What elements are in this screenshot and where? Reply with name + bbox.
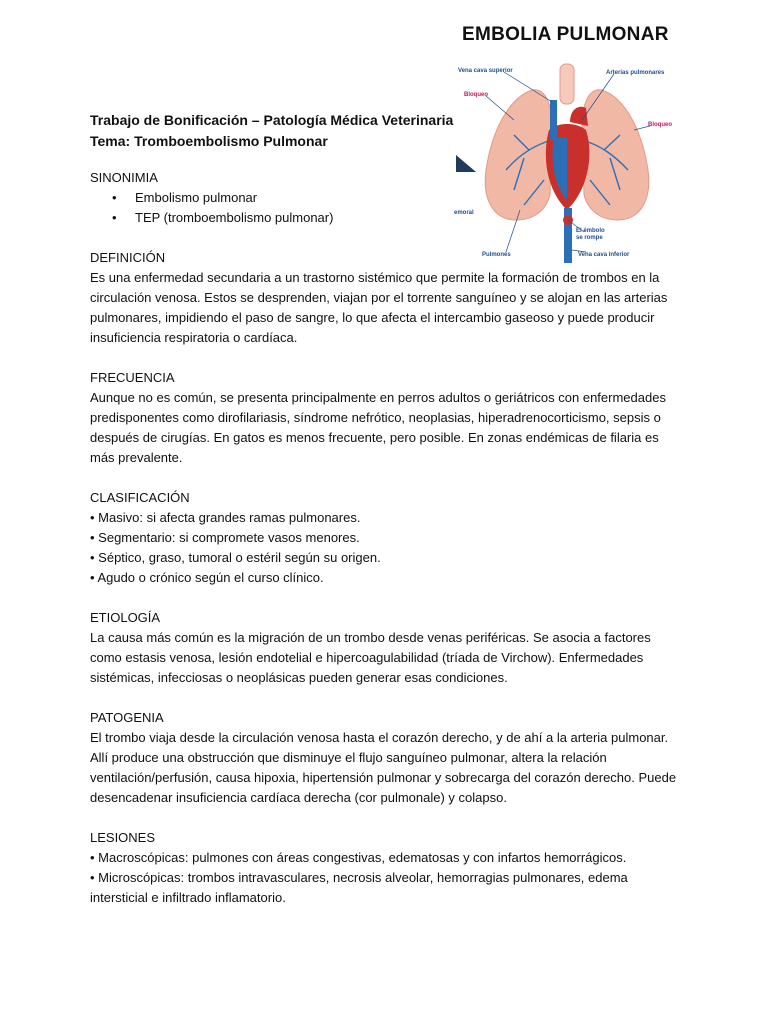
section-text: Aunque no es común, se presenta principalmente en perros adultos o geriátricos con enfermedades predisponentes como dirofilariasis, síndrome nefrótico, neoplasias, hiperadrenocorticismo, sepsis o después de cirugías. En gatos es menos frecuente, pero posible. En zonas endémicas de filaria es más prevalente. [90,390,666,465]
list-item: • TEP (tromboembolismo pulmonar) [90,208,680,228]
section-definicion [90,248,680,348]
illustration-title: EMBOLIA PULMONAR [462,24,669,45]
section-clasificacion [90,488,680,588]
section-heading: LESIONES [90,830,156,845]
label-arterias-pulmonares: Arterias pulmonares [606,70,665,76]
label-bloqueo-right: Bloqueo [648,122,672,128]
label-embolo-2: se rompe [576,235,603,241]
label-bloqueo-left: Bloqueo [464,92,488,98]
section-frecuencia [90,368,680,468]
section-etiologia [90,608,680,688]
list-item: • Embolismo pulmonar [90,188,680,208]
list-item: • Microscópicas: trombos intravasculares, necrosis alveolar, hemorragias pulmonares, edema intersticial e infiltrado inflamatorio. [90,870,628,905]
section-heading: FRECUENCIA [90,370,175,385]
list-item: • Masivo: si afecta grandes ramas pulmonares. [90,510,361,525]
list-item: • Agudo o crónico según el curso clínico. [90,570,324,585]
section-heading: SINONIMIA [90,170,158,185]
label-embolo: El émbolo [576,228,605,234]
label-vena-cava-inferior: Vena cava inferior [578,252,630,258]
section-text: El trombo viaja desde la circulación venosa hasta el corazón derecho, y de ahí a la arteria pulmonar. Allí produce una obstrucción que disminuye el flujo sanguíneo pulmonar, altera la relación ventilación/perfusión, causa hipoxia, hipertensión pulmonar y sobrecarga del corazón derecho. Puede desencadenar insuficiencia cardíaca derecha (cor pulmonale) y colapso. [90,730,677,805]
document-body [90,110,680,908]
section-text: La causa más común es la migración de un trombo desde venas periféricas. Se asocia a factores como estasis venosa, lesión endotelial e hipercoagulabilidad (tríada de Virchow). Enfermedades sistémicas, infecciosas o neoplásicas pueden generar esas condiciones. [90,630,651,685]
section-heading: ETIOLOGÍA [90,610,161,625]
section-heading: PATOGENIA [90,710,164,725]
trachea [560,64,574,104]
section-text: Es una enfermedad secundaria a un trastorno sistémico que permite la formación de trombos en la circulación venosa. Estos se desprenden, viajan por el torrente sanguíneo y se alojan en las arterias pulmonares, impidiendo el paso de sangre, lo que afecta el intercambio gaseoso y puede producir insuficiencia respiratoria o cardíaca. [90,270,668,345]
list-item: • Macroscópicas: pulmones con áreas congestivas, edematosas y con infartos hemorrágicos. [90,850,627,865]
label-vena-cava-superior: Vena cava superior [458,68,513,74]
section-patogenia [90,708,680,808]
section-heading: CLASIFICACIÓN [90,490,190,505]
document-subtitle: Tema: Tromboembolismo Pulmonar [90,133,328,149]
document-title: Trabajo de Bonificación – Patología Médica Veterinaria [90,112,454,128]
section-lesiones [90,828,680,908]
section-heading: DEFINICIÓN [90,250,166,265]
synonym-list [90,188,680,228]
label-femoral: emoral [454,210,474,216]
list-item: • Séptico, graso, tumoral o estéril según su origen. [90,550,381,565]
list-item: • Segmentario: si compromete vasos menores. [90,530,360,545]
label-pulmones: Pulmones [482,252,511,258]
section-sinonimia [90,168,680,228]
